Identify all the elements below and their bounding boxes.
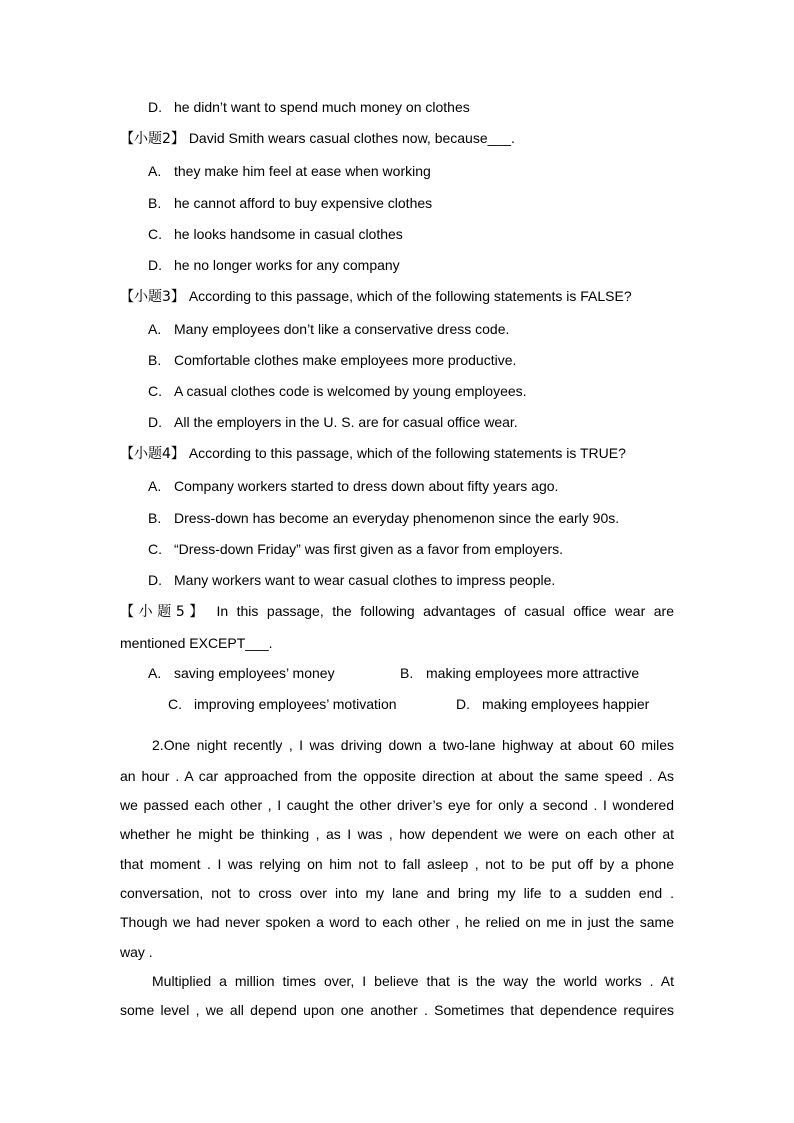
passage-text: whether he might be thinking , as I was , how dependent we were on each other at bbox=[120, 826, 674, 842]
passage2-line-5 bbox=[120, 855, 674, 873]
option-letter: B. bbox=[148, 510, 162, 526]
question-text: According to this passage, which of the following statements is TRUE? bbox=[188, 445, 626, 461]
question-tag: 【小题3】 bbox=[120, 289, 185, 305]
passage2-line-2 bbox=[120, 767, 674, 785]
option-text: he looks handsome in casual clothes bbox=[174, 226, 403, 242]
passage2-line-4 bbox=[120, 825, 674, 843]
passage-text: conversation, not to cross over into my lane and bring my life to a sudden end . bbox=[120, 885, 674, 901]
passage-number: 2. bbox=[152, 737, 164, 753]
q1-option-d bbox=[148, 98, 470, 116]
option-letter: D. bbox=[148, 257, 162, 273]
passage2-line-8 bbox=[120, 943, 674, 961]
passage-text: we passed each other , I caught the other driver’s eye for only a second . I wondered bbox=[120, 797, 674, 813]
option-text: Company workers started to dress down about fifty years ago. bbox=[174, 478, 559, 494]
option-text: Dress-down has become an everyday phenomenon since the early 90s. bbox=[174, 510, 620, 526]
q2-option-a bbox=[148, 162, 431, 180]
passage-text: an hour . A car approached from the opposite direction at about the same speed . As bbox=[120, 768, 674, 784]
option-letter: A. bbox=[148, 478, 162, 494]
option-text: “Dress-down Friday” was first given as a favor from employers. bbox=[174, 541, 563, 557]
question-tag: 【小题5】 bbox=[120, 604, 208, 620]
question-text: In this passage, the following advantages of casual office wear are bbox=[216, 603, 674, 619]
option-letter: A. bbox=[148, 163, 162, 179]
passage-text: way . bbox=[120, 944, 153, 960]
q5-option-a bbox=[148, 664, 335, 682]
question-tag: 【小题4】 bbox=[120, 446, 185, 462]
option-letter: C. bbox=[148, 226, 162, 242]
option-text: they make him feel at ease when working bbox=[174, 163, 431, 179]
option-text: A casual clothes code is welcomed by young employees. bbox=[174, 383, 527, 399]
q3-option-d bbox=[148, 413, 518, 431]
q5-stem-line1 bbox=[120, 602, 674, 621]
option-letter: D. bbox=[148, 572, 162, 588]
option-letter: C. bbox=[148, 541, 162, 557]
option-text: he no longer works for any company bbox=[174, 257, 400, 273]
q4-stem bbox=[120, 444, 626, 463]
option-letter: C. bbox=[168, 696, 182, 712]
option-text: saving employees’ money bbox=[174, 665, 335, 681]
q3-option-b bbox=[148, 351, 516, 369]
option-letter: D. bbox=[148, 99, 162, 115]
option-letter: B. bbox=[148, 195, 162, 211]
q4-option-b bbox=[148, 509, 619, 527]
q3-option-a bbox=[148, 320, 509, 338]
passage-text: Multiplied a million times over, I believe that is the way the world works . At bbox=[152, 973, 674, 989]
q2-stem bbox=[120, 129, 515, 148]
passage2-line-9 bbox=[152, 972, 674, 990]
option-letter: B. bbox=[400, 665, 414, 681]
option-letter: D. bbox=[148, 414, 162, 430]
option-letter: B. bbox=[148, 352, 162, 368]
passage2-line-10 bbox=[120, 1001, 674, 1019]
option-text: Many workers want to wear casual clothes to impress people. bbox=[174, 572, 556, 588]
q3-stem bbox=[120, 287, 632, 306]
q4-option-c bbox=[148, 540, 563, 558]
option-text: All the employers in the U. S. are for casual office wear. bbox=[174, 414, 518, 430]
q5-option-c bbox=[168, 695, 397, 713]
passage2-line-7 bbox=[120, 913, 674, 931]
q2-option-b bbox=[148, 194, 432, 212]
q2-option-d bbox=[148, 256, 400, 274]
question-text: David Smith wears casual clothes now, because___. bbox=[188, 130, 515, 146]
option-text: improving employees’ motivation bbox=[194, 696, 397, 712]
option-text: Comfortable clothes make employees more productive. bbox=[174, 352, 517, 368]
option-text: making employees happier bbox=[482, 696, 650, 712]
q5-stem-line2 bbox=[120, 634, 273, 652]
option-letter: A. bbox=[148, 665, 162, 681]
option-letter: D. bbox=[456, 696, 470, 712]
q3-option-c bbox=[148, 382, 527, 400]
passage-text: that moment . I was relying on him not to fall asleep , not to be put off by a phone bbox=[120, 856, 674, 872]
question-text: According to this passage, which of the following statements is FALSE? bbox=[188, 288, 632, 304]
question-text: mentioned EXCEPT___. bbox=[120, 635, 273, 651]
question-tag: 【小题2】 bbox=[120, 131, 185, 147]
passage-text: Though we had never spoken a word to each other , he relied on me in just the same bbox=[120, 914, 674, 930]
passage-text: some level , we all depend upon one another . Sometimes that dependence requires bbox=[120, 1002, 674, 1018]
q4-option-d bbox=[148, 571, 555, 589]
option-text: Many employees don’t like a conservative dress code. bbox=[174, 321, 510, 337]
passage2-line-3 bbox=[120, 796, 674, 814]
option-letter: A. bbox=[148, 321, 162, 337]
option-text: he didn’t want to spend much money on clothes bbox=[174, 99, 470, 115]
passage2-line-6 bbox=[120, 884, 674, 902]
option-text: making employees more attractive bbox=[426, 665, 640, 681]
q5-option-d bbox=[456, 695, 649, 713]
q4-option-a bbox=[148, 477, 558, 495]
passage-text: One night recently , I was driving down a two-lane highway at about 60 miles bbox=[163, 737, 674, 753]
q5-option-b bbox=[400, 664, 639, 682]
option-text: he cannot afford to buy expensive clothes bbox=[174, 195, 433, 211]
q2-option-c bbox=[148, 225, 403, 243]
passage2-line-1 bbox=[152, 736, 674, 754]
option-letter: C. bbox=[148, 383, 162, 399]
